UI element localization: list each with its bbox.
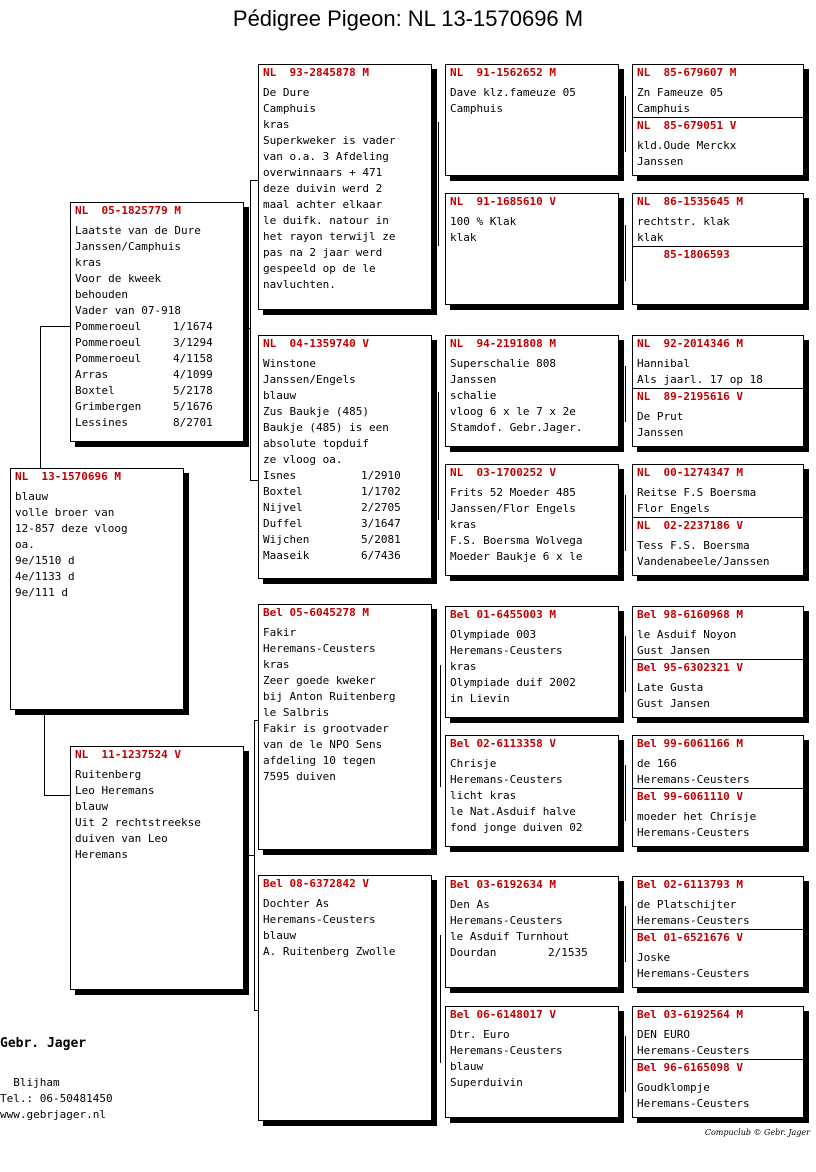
result-row: Grimbergen 5/1676: [75, 400, 213, 413]
info-line: Dtr. Euro: [450, 1028, 510, 1041]
info-line: le Asduif Noyon: [637, 628, 737, 641]
info-line: kras: [263, 118, 290, 131]
ring-number: 85-1806593: [633, 246, 803, 262]
info-line: Gust Jansen: [637, 644, 710, 657]
info-line: moeder het Chrisje: [637, 810, 757, 823]
ring-number: NL 91-1562652 M: [450, 66, 556, 79]
info-line: maal achter elkaar: [263, 198, 383, 211]
info-line: blauw: [450, 1060, 484, 1073]
great-grandparent-card: [445, 876, 619, 988]
info-line: Heremans-Ceusters: [637, 773, 750, 786]
info-line: deze duivin werd 2: [263, 182, 383, 195]
info-line: vloog 6 x le 7 x 2e: [450, 405, 576, 418]
connector-line: [40, 326, 70, 327]
info-line: Heremans-Ceusters: [637, 826, 750, 839]
info-line: klak: [450, 231, 477, 244]
ring-number: Bel 99-6061166 M: [637, 737, 743, 750]
info-line: de Platschijter: [637, 898, 737, 911]
info-line: 9e/1510 d: [15, 554, 75, 567]
connector-line: [625, 1036, 626, 1092]
info-line: behouden: [75, 288, 128, 301]
result-row: Boxtel 5/2178: [75, 384, 213, 397]
ring-number: Bel 03-6192634 M: [450, 878, 556, 891]
footer-credit: Compuclub © Gebr. Jager: [704, 1128, 810, 1137]
ring-number: Bel 08-6372842 V: [263, 877, 369, 890]
info-line: le duifk. natour in: [263, 214, 389, 227]
info-line: Voor de kweek: [75, 272, 162, 285]
breeder-phone: Tel.: 06-50481450: [0, 1092, 113, 1105]
ring-number: NL 86-1535645 M: [637, 195, 743, 208]
result-row: Pommeroeul 1/1674: [75, 320, 213, 333]
ring-number: NL 91-1685610 V: [450, 195, 556, 208]
info-line: Hannibal: [637, 357, 690, 370]
info-line: pas na 2 jaar werd: [263, 246, 383, 259]
great-grandparent-card: [445, 64, 619, 176]
info-line: Camphuis: [263, 102, 316, 115]
connector-line: [438, 122, 439, 246]
info-line: Heremans-Ceusters: [450, 773, 563, 786]
ancestor-pair-card: [632, 606, 804, 718]
connector-line: [440, 935, 441, 1063]
result-row: Nijvel 2/2705: [263, 501, 401, 514]
page-title: Pédigree Pigeon: NL 13-1570696 M: [232, 6, 584, 31]
info-line: Vader van 07-918: [75, 304, 181, 317]
great-grandparent-card: [445, 464, 619, 576]
great-grandparent-card: [445, 735, 619, 847]
ring-number: Bel 06-6148017 V: [450, 1008, 556, 1021]
info-line: fond jonge duiven 02: [450, 821, 583, 834]
info-line: 100 % Klak: [450, 215, 517, 228]
connector-line: [625, 225, 626, 281]
info-line: De Dure: [263, 86, 310, 99]
ancestor-pair-card: [632, 335, 804, 447]
info-line: Late Gusta: [637, 681, 704, 694]
connector-line: [254, 720, 255, 1010]
result-row: Dourdan 2/1535: [450, 946, 588, 959]
info-line: 9e/111 d: [15, 586, 68, 599]
info-line: afdeling 10 tegen: [263, 754, 376, 767]
info-line: Camphuis: [450, 102, 503, 115]
connector-line: [40, 326, 41, 468]
ring-number: NL 02-2237186 V: [633, 517, 803, 533]
info-line: duiven van Leo: [75, 832, 168, 845]
ancestor-pair-card: [632, 735, 804, 847]
ancestor-pair-card: [632, 464, 804, 576]
info-line: kras: [263, 658, 290, 671]
mother-card: [70, 746, 244, 990]
info-line: 7595 duiven: [263, 770, 336, 783]
info-line: kras: [450, 660, 477, 673]
info-line: Superschalie 808: [450, 357, 556, 370]
ancestor-pair-card: [632, 876, 804, 988]
info-line: Heremans-Ceusters: [263, 913, 376, 926]
info-line: Dave klz.fameuze 05: [450, 86, 576, 99]
breeder-city: Blijham: [0, 1076, 60, 1089]
info-line: blauw: [75, 800, 109, 813]
ring-number: NL 03-1700252 V: [450, 466, 556, 479]
grandfather-maternal-card: [258, 604, 432, 850]
info-line: De Prut: [637, 410, 684, 423]
info-line: Camphuis: [637, 102, 690, 115]
info-line: Dochter As: [263, 897, 330, 910]
info-line: Stamdof. Gebr.Jager.: [450, 421, 583, 434]
ring-number: Bel 01-6455003 M: [450, 608, 556, 621]
breeder-website[interactable]: www.gebrjager.nl: [0, 1108, 106, 1121]
connector-line: [625, 96, 626, 152]
info-line: Winstone: [263, 357, 316, 370]
info-line: Reitse F.S Boersma: [637, 486, 757, 499]
connector-line: [244, 855, 254, 856]
ring-number: Bel 95-6302321 V: [633, 659, 803, 675]
info-line: van o.a. 3 Afdeling: [263, 150, 389, 163]
info-line: Als jaarl. 17 op 18: [637, 373, 763, 386]
connector-line: [625, 765, 626, 821]
info-line: klak: [637, 231, 664, 244]
info-line: Heremans: [75, 848, 128, 861]
ring-number: Bel 01-6521676 V: [633, 929, 803, 945]
result-row: Isnes 1/2910: [263, 469, 401, 482]
father-card: [70, 202, 244, 442]
ring-number: NL 92-2014346 M: [637, 337, 743, 350]
info-line: le Asduif Turnhout: [450, 930, 570, 943]
subject-pigeon-card: [10, 468, 184, 710]
info-line: schalie: [450, 389, 497, 402]
info-line: Moeder Baukje 6 x le: [450, 550, 583, 563]
info-line: Chrisje: [450, 757, 497, 770]
ring-number: NL 13-1570696 M: [15, 470, 121, 483]
info-line: 4e/1133 d: [15, 570, 75, 583]
ring-number: Bel 02-6113793 M: [637, 878, 743, 891]
connector-line: [250, 180, 258, 181]
ring-number: NL 85-679051 V: [633, 117, 803, 133]
info-line: DEN EURO: [637, 1028, 690, 1041]
info-line: Heremans-Ceusters: [450, 914, 563, 927]
connector-line: [440, 665, 441, 787]
info-line: volle broer van: [15, 506, 115, 519]
info-line: Heremans-Ceusters: [263, 642, 376, 655]
info-line: Baukje (485) is een: [263, 421, 389, 434]
result-row: Wijchen 5/2081: [263, 533, 401, 546]
info-line: Heremans-Ceusters: [637, 914, 750, 927]
ring-number: NL 05-1825779 M: [75, 204, 181, 217]
info-line: Heremans-Ceusters: [637, 967, 750, 980]
connector-line: [44, 715, 45, 795]
info-line: Laatste van de Dure: [75, 224, 201, 237]
info-line: Flor Engels: [637, 502, 710, 515]
info-line: Fakir is grootvader: [263, 722, 389, 735]
connector-line: [625, 495, 626, 551]
info-line: Den As: [450, 898, 490, 911]
info-line: Janssen: [637, 155, 684, 168]
info-line: blauw: [263, 929, 297, 942]
info-line: gespeeld op de le: [263, 262, 376, 275]
info-line: kld.Oude Merckx: [637, 139, 737, 152]
info-line: blauw: [15, 490, 49, 503]
info-line: Janssen/Camphuis: [75, 240, 181, 253]
info-line: Superduivin: [450, 1076, 523, 1089]
connector-line: [625, 636, 626, 692]
result-row: Pommeroeul 4/1158: [75, 352, 213, 365]
great-grandparent-card: [445, 335, 619, 447]
ring-number: NL 85-679607 M: [637, 66, 737, 79]
info-line: Janssen: [450, 373, 497, 386]
great-grandparent-card: [445, 193, 619, 305]
connector-line: [625, 906, 626, 962]
info-line: Zn Fameuze 05: [637, 86, 724, 99]
connector-line: [250, 480, 258, 481]
info-line: in Lievin: [450, 692, 510, 705]
ring-number: Bel 96-6165098 V: [633, 1059, 803, 1075]
info-line: kras: [450, 518, 477, 531]
info-line: Fakir: [263, 626, 297, 639]
info-line: Uit 2 rechtstreekse: [75, 816, 201, 829]
ancestor-pair-card: [632, 64, 804, 176]
ring-number: Bel 02-6113358 V: [450, 737, 556, 750]
info-line: Gust Jansen: [637, 697, 710, 710]
ring-number: NL 93-2845878 M: [263, 66, 369, 79]
info-line: Janssen: [637, 426, 684, 439]
info-line: blauw: [263, 389, 297, 402]
breeder-name: Gebr. Jager: [0, 1036, 87, 1051]
result-row: Duffel 3/1647: [263, 517, 401, 530]
info-line: Janssen/Engels: [263, 373, 356, 386]
info-line: 12-857 deze vloog: [15, 522, 128, 535]
info-line: Ruitenberg: [75, 768, 142, 781]
result-row: Pommeroeul 3/1294: [75, 336, 213, 349]
info-line: Olympiade 003: [450, 628, 537, 641]
grandfather-paternal-card: [258, 64, 432, 310]
info-line: Heremans-Ceusters: [637, 1097, 750, 1110]
info-line: Janssen/Flor Engels: [450, 502, 576, 515]
info-line: de 166: [637, 757, 677, 770]
ancestor-pair-card: [632, 1006, 804, 1118]
info-line: Superkweker is vader: [263, 134, 396, 147]
info-line: F.S. Boersma Wolvega: [450, 534, 583, 547]
great-grandparent-card: [445, 606, 619, 718]
info-line: van de le NPO Sens: [263, 738, 383, 751]
ring-number: Bel 03-6192564 M: [637, 1008, 743, 1021]
connector-line: [44, 795, 70, 796]
result-row: Maaseik 6/7436: [263, 549, 401, 562]
info-line: het rayon terwijl ze: [263, 230, 396, 243]
info-line: navluchten.: [263, 278, 336, 291]
connector-line: [438, 392, 439, 520]
grandmother-paternal-card: [258, 335, 432, 579]
info-line: Heremans-Ceusters: [450, 644, 563, 657]
info-line: licht kras: [450, 789, 517, 802]
ring-number: NL 00-1274347 M: [637, 466, 743, 479]
ring-number: NL 11-1237524 V: [75, 748, 181, 761]
ring-number: Bel 05-6045278 M: [263, 606, 369, 619]
info-line: bij Anton Ruitenberg: [263, 690, 396, 703]
info-line: Zeer goede kweker: [263, 674, 376, 687]
info-line: Zus Baukje (485): [263, 405, 369, 418]
info-line: Heremans-Ceusters: [450, 1044, 563, 1057]
ring-number: NL 04-1359740 V: [263, 337, 369, 350]
info-line: Leo Heremans: [75, 784, 155, 797]
great-grandparent-card: [445, 1006, 619, 1118]
result-row: Arras 4/1099: [75, 368, 213, 381]
info-line: Vandenabeele/Janssen: [637, 555, 770, 568]
info-line: Tess F.S. Boersma: [637, 539, 750, 552]
info-line: Joske: [637, 951, 671, 964]
info-line: Heremans-Ceusters: [637, 1044, 750, 1057]
ring-number: Bel 98-6160968 M: [637, 608, 743, 621]
info-line: A. Ruitenberg Zwolle: [263, 945, 396, 958]
info-line: absolute topduif: [263, 437, 369, 450]
info-line: kras: [75, 256, 102, 269]
ring-number: Bel 99-6061110 V: [633, 788, 803, 804]
info-line: le Nat.Asduif halve: [450, 805, 576, 818]
info-line: oa.: [15, 538, 35, 551]
info-line: Goudklompje: [637, 1081, 710, 1094]
ring-number: NL 89-2195616 V: [633, 388, 803, 404]
grandmother-maternal-card: [258, 875, 432, 1121]
connector-line: [244, 328, 250, 329]
result-row: Lessines 8/2701: [75, 416, 213, 429]
result-row: Boxtel 1/1702: [263, 485, 401, 498]
ancestor-pair-card: [632, 193, 804, 305]
info-line: overwinnaars + 471: [263, 166, 383, 179]
ring-number: NL 94-2191808 M: [450, 337, 556, 350]
info-line: Frits 52 Moeder 485: [450, 486, 576, 499]
connector-line: [625, 366, 626, 422]
connector-line: [250, 180, 251, 480]
info-line: Olympiade duif 2002: [450, 676, 576, 689]
info-line: rechtstr. klak: [637, 215, 730, 228]
info-line: le Salbris: [263, 706, 330, 719]
info-line: ze vloog oa.: [263, 453, 343, 466]
